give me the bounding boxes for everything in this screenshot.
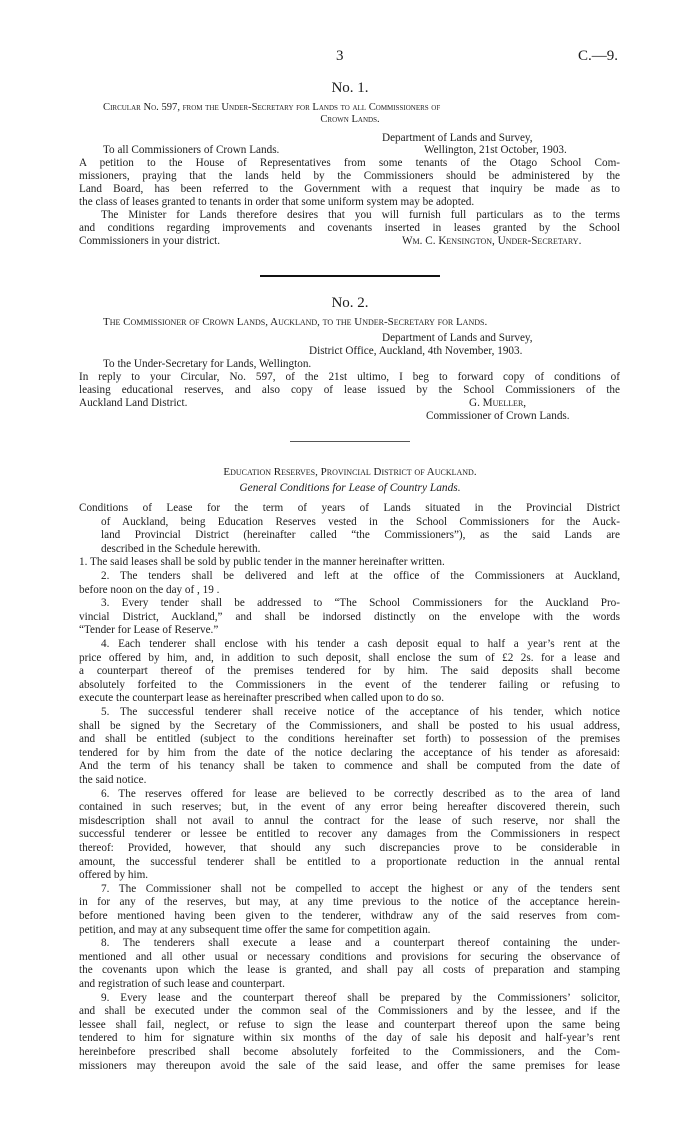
conditions-line: absolutely forfeited to the Commissioners in the event of the tenderer failing or refusing to <box>79 678 620 691</box>
conditions-line: missioners may thereupon avoid the sale of the said lease, and offer the same premises for lease <box>79 1059 620 1072</box>
no2-title: The Commissioner of Crown Lands, Auckland, to the Under-Secretary for Lands. <box>103 316 488 328</box>
no2-department: Department of Lands and Survey, <box>382 332 533 344</box>
conditions-line: price offered by him, and, in addition to such deposit, shall enclose the sum of £2 2s. for a lease and <box>79 651 620 664</box>
conditions-line: execute the counterpart lease as hereinafter prescribed when called upon to do so. <box>79 692 444 705</box>
conditions-line: land Provincial District (hereinafter called “the Commissioners”), as the said Lands are <box>101 529 620 542</box>
no1-body-line: the class of leases granted to tenants in order that some uniform system may be adopted. <box>79 196 475 208</box>
conditions-line: petition, and may at any subsequent time offer the same for competition again. <box>79 923 431 936</box>
conditions-line: amount, the successful tenderer shall be entitled to a proportionate reduction in the annual rental <box>79 855 620 868</box>
no1-addressee: To all Commissioners of Crown Lands. <box>103 144 280 156</box>
conditions-line: shall be signed by the Secretary of the Commissioners, and shall be posted to his usual address, <box>79 719 620 732</box>
conditions-line: the said notice. <box>79 774 147 786</box>
conditions-line: the covenants upon which the lease is granted, and shall pay all costs of preparation and stamping <box>79 964 620 977</box>
no1-closing-line: Commissioners in your district. <box>79 235 221 247</box>
no1-circular-title-line1: Circular No. 597, from the Under-Secretary for Lands to all Commissioners of <box>103 102 441 113</box>
conditions-line: 7. The Commissioner shall not be compelled to accept the highest or any of the tenders sent <box>101 882 620 895</box>
conditions-line: 8. The tenderers shall execute a lease and a counterpart thereof containing the under- <box>101 937 620 950</box>
conditions-line: before mentioned having been given to the tenderer, withdraw any of the said reserves from com- <box>79 910 620 922</box>
section-divider-thin <box>290 441 410 442</box>
no2-body-line: In reply to your Circular, No. 597, of the 21st ultimo, I beg to forward copy of conditions of <box>79 371 620 383</box>
conditions-line: hereinbefore prescribed shall become absolutely forfeited to the Commissioners, and the Com- <box>79 1046 620 1058</box>
conditions-line: And the term of his tenancy shall be taken to commence and shall be computed from the date of <box>79 760 620 773</box>
conditions-line: thereof: Provided, however, that should any such discrepancies prove to be considerable in <box>79 842 620 854</box>
conditions-line: 1. The said leases shall be sold by public tender in the manner hereinafter written. <box>79 556 445 569</box>
conditions-line: vincial District, Auckland,” and shall be indorsed distinctly on the envelope with the words <box>79 610 620 623</box>
conditions-line: misdescription shall not avail to annul the contract for the lease of such reserve, nor shall the <box>79 814 620 827</box>
no1-body-line: The Minister for Lands therefore desires that you will furnish full particulars as to the terms <box>101 209 620 221</box>
conditions-line: tendered to him for signature within six months of the day of sale his deposit and half-year’s rent <box>79 1032 620 1045</box>
conditions-line: lessee shall fail, neglect, or refuse to sign the lease and counterpart thereof upon the same being <box>79 1018 620 1031</box>
section-divider-thick <box>260 275 440 277</box>
conditions-line: 2. The tenders shall be delivered and left at the office of the Commissioners at Auckland, <box>101 570 620 582</box>
no2-heading: No. 2. <box>331 295 369 311</box>
no2-signer: G. Mueller, <box>469 397 527 409</box>
no2-addressee: To the Under-Secretary for Lands, Wellington. <box>103 358 312 370</box>
conditions-line: successful tenderer or lessee be entitled to recover any damages from the Commissioners in respect <box>79 828 620 841</box>
conditions-line: described in the Schedule herewith. <box>101 542 261 555</box>
no1-date: Wellington, 21st October, 1903. <box>424 144 567 156</box>
conditions-line: and shall be entitled (subject to the conditions hereinafter set forth) to possession of the premises <box>79 733 620 746</box>
conditions-line: 5. The successful tenderer shall receive notice of the acceptance of his tender, which notice <box>101 706 620 718</box>
conditions-line: a counterpart thereof of the premises tendered for by him. The said deposits shall become <box>79 665 620 678</box>
no2-closing-line: Auckland Land District. <box>79 397 188 409</box>
conditions-line: offered by him. <box>79 869 149 882</box>
no1-body-line: missioners, praying that the lands held by the Commissioners should be administered by the <box>79 170 620 182</box>
conditions-line: of Auckland, being Education Reserves vested in the School Commissioners for the Auck- <box>101 515 620 528</box>
conditions-line: 6. The reserves offered for lease are believed to be correctly described as to the area of land <box>101 787 620 800</box>
conditions-subtitle: General Conditions for Lease of Country Lands. <box>239 482 461 494</box>
conditions-line: tendered for by him from the date of the notice declaring the acceptance of his tender as aforesaid: <box>79 746 620 759</box>
page-number: 3 <box>336 48 344 64</box>
no2-signer-title: Commissioner of Crown Lands. <box>426 410 570 422</box>
conditions-line: mentioned and all other usual or necessary conditions and provisions for securing the observance of <box>79 950 620 963</box>
conditions-line: and shall be executed under the common seal of the Commissioners and by the lessee, and if the <box>79 1005 620 1018</box>
conditions-line: 3. Every tender shall be addressed to “The School Commissioners for the Auckland Pro- <box>101 597 620 610</box>
conditions-line: 4. Each tenderer shall enclose with his tender a cash deposit equal to half a year’s rent at the <box>101 638 620 650</box>
no1-heading: No. 1. <box>331 80 369 96</box>
no1-body-line: Land Board, has been referred to the Government with a request that inquiry be made as to <box>79 183 620 195</box>
conditions-line: “Tender for Lease of Reserve.” <box>79 624 219 637</box>
conditions-line: and registration of such lease and counterpart. <box>79 978 285 990</box>
conditions-title: Education Reserves, Provincial District of Auckland. <box>223 466 477 478</box>
no2-body-line: leasing educational reserves, and also copy of lease issued by the School Commissioners of the <box>79 384 620 396</box>
no1-circular-title-line2: Crown Lands. <box>320 114 380 125</box>
no1-department: Department of Lands and Survey, <box>382 132 533 144</box>
conditions-line: contained in such reserves; but, in the event of any error being hereafter discovered therein, such <box>79 801 620 814</box>
no1-body-line: A petition to the House of Representatives from some tenants of the Otago School Com- <box>79 157 620 169</box>
conditions-line: Conditions of Lease for the term of years of Lands situated in the Provincial District <box>79 502 620 514</box>
conditions-line: before noon on the day of , 19 . <box>79 583 220 596</box>
conditions-line: in for any of the reserves, but may, at any time previous to the notice of the acceptance herein- <box>79 896 620 909</box>
conditions-line: 9. Every lease and the counterpart thereof shall be prepared by the Commissioners’ solicitor, <box>101 991 620 1004</box>
document-reference: C.—9. <box>578 48 619 64</box>
no1-body-line: and conditions regarding improvements and covenants inserted in leases granted by the School <box>79 222 620 234</box>
no2-district-date: District Office, Auckland, 4th November, 1903. <box>309 345 523 357</box>
no1-signature: Wm. C. Kensington, Under-Secretary. <box>402 235 582 247</box>
